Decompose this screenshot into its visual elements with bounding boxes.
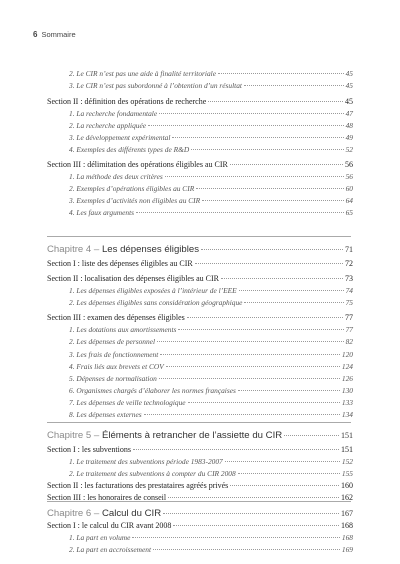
- entry-title: 6. Organismes chargés d’élaborer les normes françaises: [69, 386, 236, 395]
- entry-page-number: 45: [345, 81, 353, 90]
- entry-page-number: 71: [345, 245, 353, 254]
- chapter-title: Les dépenses éligibles: [101, 244, 200, 255]
- dot-leader: [284, 435, 339, 436]
- dot-leader: [172, 137, 343, 138]
- chapter-divider: [47, 236, 351, 237]
- entry-page-number: 60: [345, 184, 353, 193]
- entry-title: 2. La recherche appliquée: [69, 121, 147, 130]
- toc-item: [69, 145, 353, 154]
- entry-title: 1. La méthode des deux critères: [69, 172, 163, 181]
- entry-title: 1. Les dépenses éligibles exposées à l’intérieur de l’EEE: [69, 286, 237, 295]
- entry-title: Section III : délimitation des opérations éligibles au CIR: [47, 160, 228, 169]
- page-number: 6: [33, 30, 38, 39]
- entry-title: 4. Les faux arguments: [69, 208, 135, 217]
- toc-item: [69, 325, 353, 334]
- dot-leader: [230, 164, 343, 165]
- chapter-label: Chapitre 4: [47, 244, 92, 255]
- toc-item: [69, 298, 353, 307]
- chapter-dash: –: [91, 430, 102, 441]
- toc-item: [69, 410, 353, 419]
- dot-leader: [144, 414, 340, 415]
- entry-title: Section I : le calcul du CIR avant 2008: [47, 521, 172, 530]
- entry-page-number: 152: [341, 457, 353, 466]
- entry-page-number: 56: [345, 160, 353, 169]
- dot-leader: [163, 513, 339, 514]
- dot-leader: [159, 378, 340, 379]
- entry-page-number: 56: [345, 172, 353, 181]
- chapter-dash: –: [91, 244, 102, 255]
- dot-leader: [133, 449, 339, 450]
- chapter-label: Chapitre 6: [47, 508, 92, 519]
- toc-section: [47, 274, 353, 283]
- toc-item: [69, 196, 353, 205]
- entry-page-number: 45: [345, 97, 353, 106]
- entry-page-number: 77: [345, 325, 353, 334]
- dot-leader: [132, 537, 340, 538]
- entry-title: 2. Les dépenses éligibles sans considération géographique: [69, 298, 243, 307]
- entry-page-number: 120: [341, 350, 353, 359]
- dot-leader: [173, 525, 339, 526]
- chapter-title: Calcul du CIR: [101, 508, 162, 519]
- entry-page-number: 65: [345, 208, 353, 217]
- toc-item: [69, 469, 353, 478]
- dot-leader: [195, 263, 343, 264]
- dot-leader: [188, 402, 340, 403]
- entry-title: Section I : les subventions: [47, 445, 131, 454]
- toc-section: [47, 160, 353, 169]
- dot-leader: [218, 73, 344, 74]
- toc-chapter: [47, 508, 353, 519]
- entry-title: 8. Les dépenses externes: [69, 410, 142, 419]
- dot-leader: [148, 125, 344, 126]
- entry-page-number: 162: [341, 493, 353, 502]
- dot-leader: [165, 176, 344, 177]
- entry-title: 3. Le développement expérimental: [69, 133, 171, 142]
- toc-item: [69, 374, 353, 383]
- entry-page-number: 52: [345, 145, 353, 154]
- dot-leader: [168, 497, 339, 498]
- entry-page-number: 77: [345, 313, 353, 322]
- entry-page-number: 134: [341, 410, 353, 419]
- entry-page-number: 124: [341, 362, 353, 371]
- dot-leader: [239, 290, 344, 291]
- dot-leader: [160, 354, 340, 355]
- toc-chapter: [47, 244, 353, 255]
- chapter-dash: –: [91, 508, 102, 519]
- entry-title: Section II : localisation des dépenses éligibles au CIR: [47, 274, 219, 283]
- dot-leader: [238, 390, 340, 391]
- entry-title: 4. Exemples des différents types de R&D: [69, 145, 190, 154]
- entry-title: 1. La recherche fondamentale: [69, 109, 158, 118]
- entry-title: Section II : les facturations des prestataires agréés privés: [47, 481, 229, 490]
- dot-leader: [136, 212, 344, 213]
- dot-leader: [187, 317, 343, 318]
- entry-page-number: 82: [345, 337, 353, 346]
- toc-item: [69, 81, 353, 90]
- dot-leader: [191, 149, 343, 150]
- entry-page-number: 133: [341, 398, 353, 407]
- toc-chapter: [47, 430, 353, 441]
- chapter-heading: [47, 244, 199, 255]
- toc-section: [47, 97, 353, 106]
- entry-page-number: 168: [341, 521, 353, 530]
- entry-title: 2. La part en accroissement: [69, 545, 152, 554]
- dot-leader: [230, 485, 339, 486]
- toc-item: [69, 208, 353, 217]
- entry-page-number: 168: [341, 533, 353, 542]
- entry-title: 2. Le CIR n’est pas une aide à finalité territoriale: [69, 69, 216, 78]
- entry-title: Section I : liste des dépenses éligibles au CIR: [47, 259, 193, 268]
- entry-page-number: 48: [345, 121, 353, 130]
- dot-leader: [244, 302, 343, 303]
- entry-title: 4. Frais liés aux brevets et COV: [69, 362, 164, 371]
- entry-title: 2. Les dépenses de personnel: [69, 337, 156, 346]
- entry-page-number: 167: [341, 509, 353, 518]
- entry-page-number: 155: [341, 469, 353, 478]
- dot-leader: [157, 341, 344, 342]
- toc-item: [69, 362, 353, 371]
- entry-page-number: 75: [345, 298, 353, 307]
- dot-leader: [202, 200, 343, 201]
- entry-title: 1. Le traitement des subventions période 1983-2007: [69, 457, 223, 466]
- dot-leader: [196, 188, 343, 189]
- toc-item: [69, 386, 353, 395]
- entry-page-number: 160: [341, 481, 353, 490]
- toc-item: [69, 337, 353, 346]
- dot-leader: [159, 113, 343, 114]
- toc-section: [47, 521, 353, 530]
- entry-title: 7. Les dépenses de veille technologique: [69, 398, 186, 407]
- entry-page-number: 169: [341, 545, 353, 554]
- dot-leader: [238, 473, 340, 474]
- entry-page-number: 49: [345, 133, 353, 142]
- entry-page-number: 151: [341, 431, 353, 440]
- entry-page-number: 130: [341, 386, 353, 395]
- toc-item: [69, 457, 353, 466]
- entry-title: 3. Exemples d’activités non éligibles au CIR: [69, 196, 201, 205]
- entry-page-number: 126: [341, 374, 353, 383]
- dot-leader: [178, 329, 343, 330]
- toc-item: [69, 69, 353, 78]
- entry-page-number: 45: [345, 69, 353, 78]
- dot-leader: [208, 101, 343, 102]
- entry-title: 2. Exemples d’opérations éligibles au CIR: [69, 184, 195, 193]
- toc-item: [69, 121, 353, 130]
- dot-leader: [221, 278, 343, 279]
- chapter-heading: [47, 508, 161, 519]
- entry-page-number: 151: [341, 445, 353, 454]
- toc-item: [69, 286, 353, 295]
- entry-page-number: 74: [345, 286, 353, 295]
- entry-title: Section III : examen des dépenses éligibles: [47, 313, 185, 322]
- chapter-divider: [47, 501, 351, 502]
- toc-item: [69, 109, 353, 118]
- entry-title: 1. Les dotations aux amortissements: [69, 325, 177, 334]
- dot-leader: [244, 85, 344, 86]
- entry-page-number: 72: [345, 259, 353, 268]
- toc-item: [69, 398, 353, 407]
- entry-title: Section II : définition des opérations de recherche: [47, 97, 207, 106]
- toc-section: [47, 481, 353, 490]
- dot-leader: [153, 549, 340, 550]
- toc-section: [47, 313, 353, 322]
- entry-page-number: 73: [345, 274, 353, 283]
- entry-title: 1. La part en volume: [69, 533, 131, 542]
- entry-title: 2. Le traitement des subventions à compter du CIR 2008: [69, 469, 236, 478]
- toc-item: [69, 533, 353, 542]
- entry-title: 3. Les frais de fonctionnement: [69, 350, 159, 359]
- entry-title: Section III : les honoraires de conseil: [47, 493, 167, 502]
- chapter-divider: [47, 422, 351, 423]
- chapter-title: Éléments à retrancher de l’assiette du CIR: [101, 430, 283, 441]
- toc-section: [47, 445, 353, 454]
- toc-item: [69, 350, 353, 359]
- toc-item: [69, 133, 353, 142]
- entry-page-number: 64: [345, 196, 353, 205]
- toc-section: [47, 259, 353, 268]
- dot-leader: [225, 461, 340, 462]
- dot-leader: [166, 366, 340, 367]
- entry-title: 5. Dépenses de normalisation: [69, 374, 157, 383]
- chapter-label: Chapitre 5: [47, 430, 92, 441]
- toc-item: [69, 545, 353, 554]
- entry-title: 3. Le CIR n’est pas subordonné à l’obtention d’un résultat: [69, 81, 242, 90]
- entry-page-number: 47: [345, 109, 353, 118]
- dot-leader: [201, 249, 343, 250]
- chapter-heading: [47, 430, 282, 441]
- running-title: Sommaire: [41, 30, 76, 39]
- toc-item: [69, 172, 353, 181]
- toc-item: [69, 184, 353, 193]
